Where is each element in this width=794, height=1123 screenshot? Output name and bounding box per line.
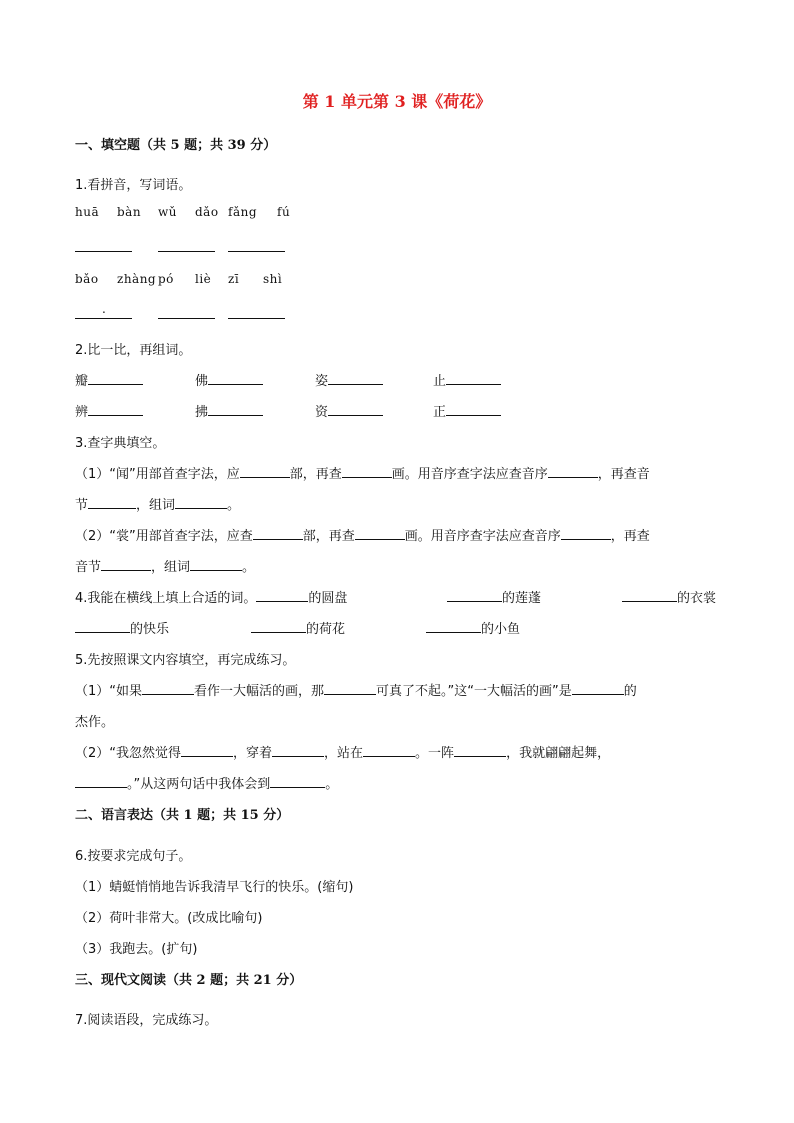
- answer-blank[interactable]: [251, 620, 306, 633]
- question-3-stem: 3.查字典填空。: [75, 436, 166, 451]
- answer-blank[interactable]: [355, 527, 405, 540]
- phrase-item: 的莲蓬: [447, 587, 541, 606]
- question-6-stem: 6.按要求完成句子。: [75, 849, 192, 864]
- answer-blank[interactable]: [190, 558, 242, 571]
- char-item: 姿: [315, 370, 383, 389]
- pinyin-ban: bàn: [117, 205, 142, 219]
- answer-blank[interactable]: [75, 620, 130, 633]
- question-7-stem: 7.阅读语段，完成练习。: [75, 1013, 218, 1028]
- answer-blank[interactable]: [270, 775, 325, 788]
- answer-blank[interactable]: [88, 403, 143, 416]
- pinyin-fu: fú: [277, 205, 291, 219]
- pinyin-po: pó: [158, 272, 174, 286]
- answer-blank[interactable]: [328, 372, 383, 385]
- answer-blank[interactable]: [342, 465, 392, 478]
- pinyin-hua: huā: [75, 205, 100, 219]
- section-heading-language-expression: 二、语言表达（共 1 题；共 15 分）: [75, 808, 290, 823]
- question-3-part-2-line-2: 音节 ，组词 。: [75, 560, 256, 575]
- question-5-part-2-line-1: （2）“我忽然觉得 ，穿着 ，站在 。一阵 ，我就翩翩起舞，: [75, 746, 611, 761]
- question-3-part-1-line-2: 节 ，组词 。: [75, 498, 241, 513]
- phrase-item: 的荷花: [251, 618, 345, 637]
- char-item: 佛: [195, 370, 263, 389]
- pinyin-bao: bǎo: [75, 272, 99, 286]
- question-6-item-2: （2）荷叶非常大。(改成比喻句): [75, 911, 263, 926]
- answer-blank[interactable]: [240, 465, 290, 478]
- pinyin-shi: shì: [263, 272, 283, 286]
- question-5-stem: 5.先按照课文内容填空，再完成练习。: [75, 653, 296, 668]
- question-3-part-1-line-1: （1）“闻”用部首查字法，应 部，再查 画。用音序查字法应查音序 ，再查音: [75, 467, 650, 482]
- question-5-part-2-line-2: 。”从这两句话中我体会到 。: [75, 773, 338, 792]
- answer-blank[interactable]: [622, 589, 677, 602]
- question-1-stem: 1.看拼音，写词语。: [75, 178, 192, 193]
- answer-blank[interactable]: [88, 496, 136, 509]
- answer-blank[interactable]: [175, 496, 227, 509]
- answer-blank[interactable]: [363, 744, 415, 757]
- answer-blank[interactable]: [446, 372, 501, 385]
- pinyin-zi: zī: [228, 272, 240, 286]
- question-5-part-1-line-1: （1）“如果 看作一大幅活的画，那 可真了不起。”这“一大幅活的画”是 的: [75, 684, 637, 699]
- answer-blank[interactable]: [101, 558, 151, 571]
- answer-blank[interactable]: [272, 744, 324, 757]
- dot-mark: .: [102, 302, 106, 316]
- answer-blank[interactable]: [142, 682, 194, 695]
- answer-blank[interactable]: [75, 318, 132, 319]
- pinyin-dao: dǎo: [195, 205, 219, 219]
- char-item: 资: [315, 401, 383, 420]
- answer-blank[interactable]: [256, 589, 308, 602]
- answer-blank[interactable]: [158, 251, 215, 252]
- section-heading-fill-blank: 一、填空题（共 5 题；共 39 分）: [75, 138, 277, 153]
- answer-blank[interactable]: [208, 372, 263, 385]
- answer-blank[interactable]: [228, 251, 285, 252]
- question-6-item-3: （3）我跑去。(扩句): [75, 942, 198, 957]
- pinyin-wu: wǔ: [158, 205, 177, 219]
- phrase-item: 的小鱼: [426, 618, 520, 637]
- pinyin-fang: fǎng: [228, 205, 258, 219]
- question-4-stem: 4.我能在横线上填上合适的词。 的圆盘: [75, 591, 348, 606]
- char-item: 瓣: [75, 370, 143, 389]
- char-item: 辨: [75, 401, 143, 420]
- section-heading-modern-reading: 三、现代文阅读（共 2 题；共 21 分）: [75, 973, 303, 988]
- answer-blank[interactable]: [561, 527, 611, 540]
- answer-blank[interactable]: [158, 318, 215, 319]
- answer-blank[interactable]: [548, 465, 598, 478]
- answer-blank[interactable]: [88, 372, 143, 385]
- question-6-item-1: （1）蜻蜓悄悄地告诉我清早飞行的快乐。(缩句): [75, 880, 354, 895]
- answer-blank[interactable]: [75, 775, 127, 788]
- page-title: 第 1 单元第 3 课《荷花》: [302, 92, 492, 111]
- answer-blank[interactable]: [446, 403, 501, 416]
- answer-blank[interactable]: [426, 620, 481, 633]
- answer-blank[interactable]: [228, 318, 285, 319]
- answer-blank[interactable]: [324, 682, 376, 695]
- char-item: 止: [433, 370, 501, 389]
- answer-blank[interactable]: [447, 589, 502, 602]
- question-2-stem: 2.比一比，再组词。: [75, 343, 192, 358]
- phrase-item: 的衣裳: [622, 587, 716, 606]
- question-5-part-1-line-2: 杰作。: [75, 715, 115, 730]
- answer-blank[interactable]: [454, 744, 506, 757]
- answer-blank[interactable]: [181, 744, 233, 757]
- answer-blank[interactable]: [253, 527, 303, 540]
- pinyin-lie: liè: [195, 272, 212, 286]
- phrase-item: 的快乐: [75, 618, 169, 637]
- answer-blank[interactable]: [208, 403, 263, 416]
- answer-blank[interactable]: [572, 682, 624, 695]
- answer-blank[interactable]: [75, 251, 132, 252]
- question-3-part-2-line-1: （2）“裳”用部首查字法，应查 部，再查 画。用音序查字法应查音序 ，再查: [75, 529, 650, 544]
- answer-blank[interactable]: [328, 403, 383, 416]
- char-item: 拂: [195, 401, 263, 420]
- char-item: 正: [433, 401, 501, 420]
- pinyin-zhang: zhàng: [117, 272, 157, 286]
